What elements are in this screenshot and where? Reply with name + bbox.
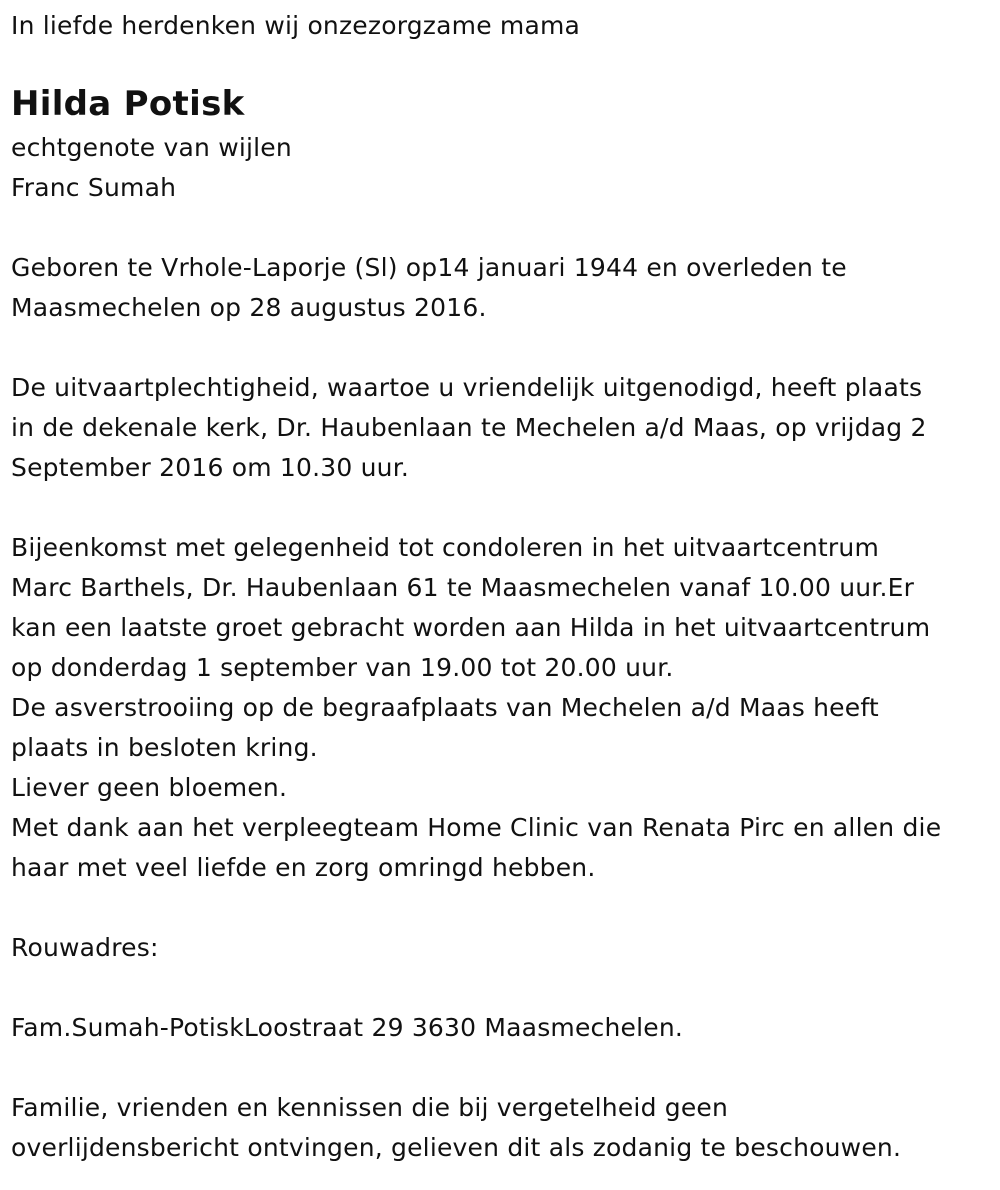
closing-paragraph [11, 1088, 1000, 1168]
text-line: Liever geen bloemen. [11, 773, 288, 802]
deceased-name: Hilda Potisk [11, 84, 245, 124]
text-line: kan een laatste groet gebracht worden aan Hilda in het uitvaartcentrum [11, 613, 931, 642]
text-line: Marc Barthels, Dr. Haubenlaan 61 te Maasmechelen vanaf 10.00 uur.Er [11, 573, 915, 602]
text-line: De asverstrooiing op de begraafplaats van Mechelen a/d Maas heeft [11, 693, 879, 722]
text-line: haar met veel liefde en zorg omringd hebben. [11, 853, 596, 882]
intro-text: In liefde herdenken wij onzezorgzame mama [11, 11, 581, 40]
text-line: Geboren te Vrhole-Laporje (Sl) op14 januari 1944 en overleden te [11, 253, 847, 282]
birth-death-paragraph [11, 248, 1000, 328]
spouse-name: Franc Sumah [11, 173, 177, 202]
text-line: Maasmechelen op 28 augustus 2016. [11, 293, 487, 322]
text-line: in de dekenale kerk, Dr. Haubenlaan te Mechelen a/d Maas, op vrijdag 2 [11, 413, 927, 442]
gathering-paragraph [11, 528, 1000, 888]
text-line: plaats in besloten kring. [11, 733, 318, 762]
spouse-relation: echtgenote van wijlen [11, 133, 292, 162]
text-line: Familie, vrienden en kennissen die bij vergetelheid geen [11, 1093, 729, 1122]
text-line: September 2016 om 10.30 uur. [11, 453, 410, 482]
address-label [11, 928, 1000, 968]
address-block [11, 1008, 1000, 1048]
text-line: Met dank aan het verpleegteam Home Clinic van Renata Pirc en allen die [11, 813, 942, 842]
address-text: Fam.Sumah-PotiskLoostraat 29 3630 Maasmechelen. [11, 1013, 684, 1042]
text-line: De uitvaartplechtigheid, waartoe u vriendelijk uitgenodigd, heeft plaats [11, 373, 923, 402]
text-line: op donderdag 1 september van 19.00 tot 20.00 uur. [11, 653, 674, 682]
address-label-text: Rouwadres: [11, 933, 159, 962]
text-line: Bijeenkomst met gelegenheid tot condoleren in het uitvaartcentrum [11, 533, 879, 562]
funeral-paragraph [11, 368, 1000, 488]
text-line: overlijdensbericht ontvingen, gelieven dit als zodanig te beschouwen. [11, 1133, 902, 1162]
